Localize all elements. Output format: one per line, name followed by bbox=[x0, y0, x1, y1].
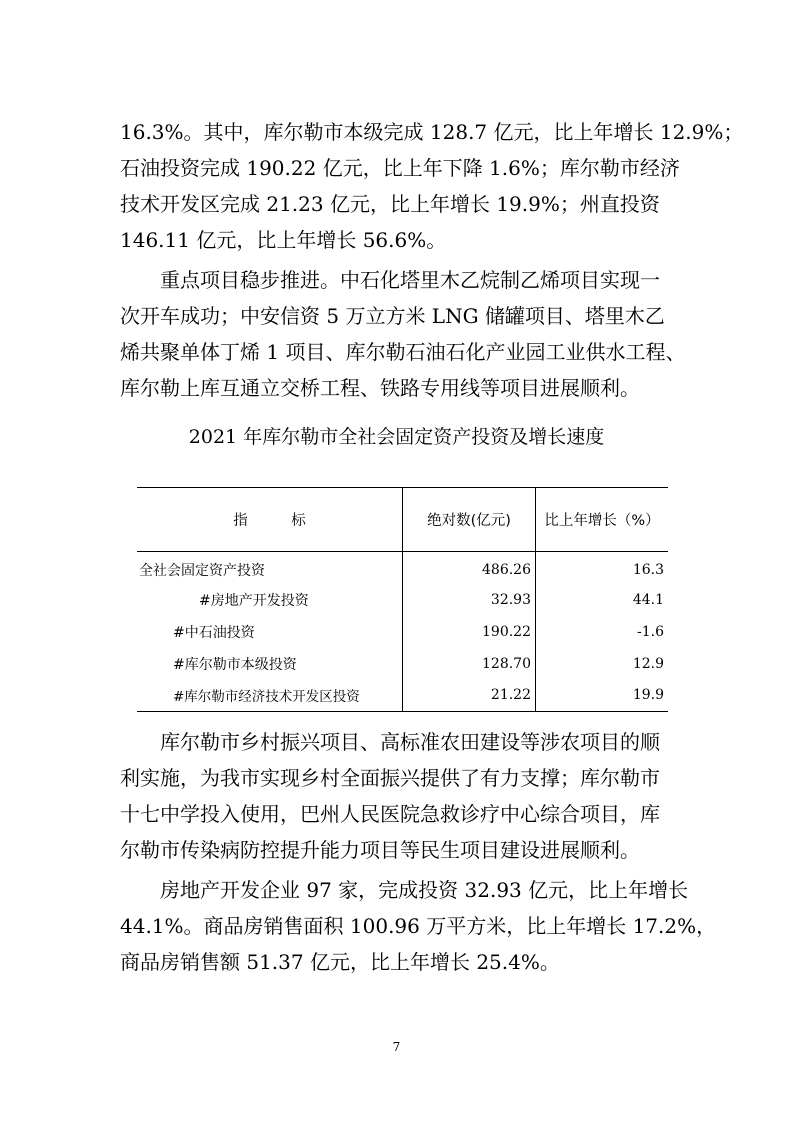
row-label: #库尔勒市经济技术开发区投资 bbox=[137, 680, 403, 712]
text-line: 重点项目稳步推进。中石化塔里木乙烷制乙烯项目实现一 bbox=[120, 268, 660, 292]
table-caption: 2021 年库尔勒市全社会固定资产投资及增长速度 bbox=[188, 426, 605, 448]
row-label: #房地产开发投资 bbox=[199, 592, 309, 609]
page-number: 7 bbox=[392, 1040, 401, 1054]
header-absolute-value: 绝对数(亿元) bbox=[403, 488, 536, 552]
row-value: 128.70 bbox=[403, 648, 536, 680]
text-line: 石油投资完成 190.22 亿元，比上年下降 1.6%；库尔勒市经济 bbox=[120, 156, 680, 180]
row-growth: 12.9 bbox=[536, 648, 669, 680]
row-label: 全社会固定资产投资 bbox=[139, 562, 265, 579]
text-line: 技术开发区完成 21.23 亿元，比上年增长 19.9%；州直投资 bbox=[120, 192, 660, 216]
text-line: 利实施，为我市实现乡村全面振兴提供了有力支撑；库尔勒市 bbox=[120, 766, 660, 790]
row-growth: 19.9 bbox=[536, 680, 669, 712]
row-growth: -1.6 bbox=[536, 616, 669, 648]
row-label: #中石油投资 bbox=[173, 624, 255, 641]
text-line: 尔勒市传染病防控提升能力项目等民生项目建设进展顺利。 bbox=[120, 838, 640, 862]
table-row bbox=[137, 648, 668, 680]
paragraph-key-projects bbox=[120, 262, 686, 406]
row-label: #库尔勒市本级投资 bbox=[173, 656, 297, 673]
table-row bbox=[137, 680, 668, 712]
row-growth: 16.3 bbox=[536, 552, 669, 584]
text-line: 库尔勒上库互通立交桥工程、铁路专用线等项目进展顺利。 bbox=[120, 376, 640, 400]
text-line: 房地产开发企业 97 家，完成投资 32.93 亿元，比上年增长 bbox=[120, 878, 689, 902]
text-line: 146.11 亿元，比上年增长 56.6%。 bbox=[120, 228, 447, 252]
text-line: 库尔勒市乡村振兴项目、高标准农田建设等涉农项目的顺 bbox=[120, 730, 660, 754]
text-line: 烯共聚单体丁烯 1 项目、库尔勒石油石化产业园工业供水工程、 bbox=[120, 340, 686, 364]
paragraph-rural-projects bbox=[120, 724, 680, 868]
investment-table bbox=[137, 487, 668, 712]
table-row bbox=[137, 552, 668, 584]
row-value: 32.93 bbox=[403, 584, 536, 616]
table-row bbox=[137, 616, 668, 648]
table-row bbox=[137, 584, 668, 616]
text-line: 次开车成功；中安信资 5 万立方米 LNG 储罐项目、塔里木乙 bbox=[120, 304, 665, 328]
row-value: 21.22 bbox=[403, 680, 536, 712]
row-value: 190.22 bbox=[403, 616, 536, 648]
header-indicator: 指 标 bbox=[137, 488, 403, 552]
text-line: 商品房销售额 51.37 亿元，比上年增长 25.4%。 bbox=[120, 950, 560, 974]
row-growth: 44.1 bbox=[536, 584, 669, 616]
table-header-row bbox=[137, 488, 668, 552]
text-line: 十七中学投入使用，巴州人民医院急救诊疗中心综合项目，库 bbox=[120, 802, 660, 826]
text-line: 44.1%。商品房销售面积 100.96 万平方米，比上年增长 17.2%， bbox=[120, 914, 717, 938]
text-line: 16.3%。其中，库尔勒市本级完成 128.7 亿元，比上年增长 12.9%； bbox=[120, 120, 744, 144]
row-value: 486.26 bbox=[403, 552, 536, 584]
paragraph-real-estate bbox=[120, 872, 717, 980]
header-growth: 比上年增长（%） bbox=[536, 488, 669, 552]
paragraph-investment-breakdown bbox=[120, 114, 744, 258]
